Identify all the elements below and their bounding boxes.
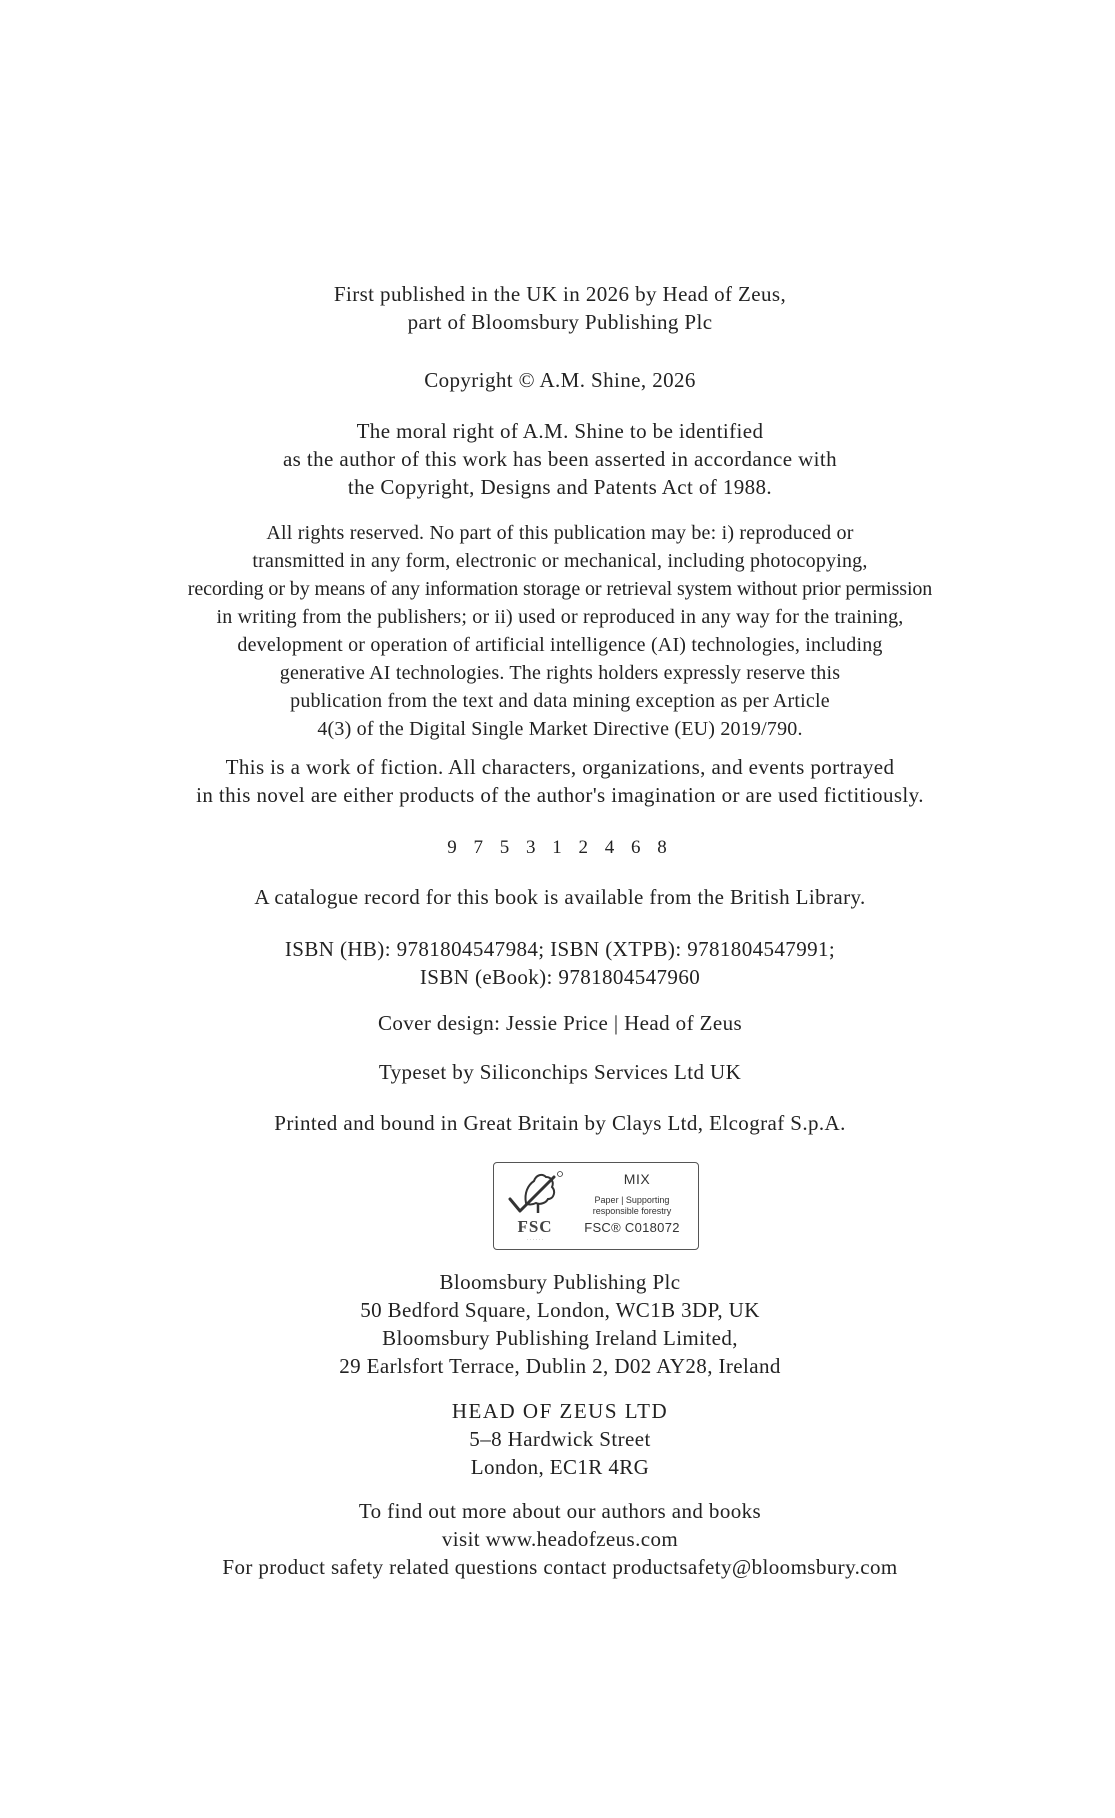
address-line: 29 Earlsfort Terrace, Dublin 2, D02 AY28, Ireland <box>339 1354 781 1378</box>
fsc-description-line: responsible forestry <box>592 1206 672 1216</box>
publisher-address <box>60 1268 1060 1380</box>
copyright-notice <box>60 366 1060 394</box>
printer-line: Printed and bound in Great Britain by Clays Ltd, Elcograf S.p.A. <box>274 1111 846 1135</box>
rights-line: transmitted in any form, electronic or mechanical, including photocopying, <box>252 550 868 572</box>
contact-line: To find out more about our authors and books <box>358 1499 762 1523</box>
fiction-line: This is a work of fiction. All characters, organizations, and events portrayed <box>225 755 895 779</box>
printing-numbers: 9 7 5 3 1 2 4 6 8 <box>447 837 673 858</box>
catalogue-line: A catalogue record for this book is available from the British Library. <box>254 885 866 909</box>
rights-line: recording or by means of any information storage or retrieval system without prior permission <box>187 578 933 600</box>
fsc-description <box>572 1195 692 1217</box>
moral-right-statement <box>60 417 1060 501</box>
fsc-mix-label: MIX <box>623 1171 651 1187</box>
fsc-small-print: · · · · · · <box>526 1237 544 1243</box>
fsc-mark <box>502 1169 568 1243</box>
moral-right-line: the Copyright, Designs and Patents Act of 1988. <box>347 475 773 499</box>
head-of-zeus-line: 5–8 Hardwick Street <box>469 1427 651 1451</box>
head-of-zeus-name: HEAD OF ZEUS LTD <box>451 1399 669 1423</box>
address-line: Bloomsbury Publishing Ireland Limited, <box>382 1326 738 1350</box>
rights-line: publication from the text and data mining exception as per Article <box>290 690 830 712</box>
typeset-line: Typeset by Siliconchips Services Ltd UK <box>378 1060 742 1084</box>
moral-right-line: as the author of this work has been asserted in accordance with <box>282 447 838 471</box>
fsc-logo <box>493 1162 699 1250</box>
publication-statement <box>60 280 1060 336</box>
rights-line: All rights reserved. No part of this publication may be: i) reproduced or <box>266 522 854 544</box>
contact-line: visit www.headofzeus.com <box>441 1527 679 1551</box>
rights-line: in writing from the publishers; or ii) used or reproduced in any way for the training, <box>216 606 904 628</box>
fsc-wordmark: FSC <box>517 1217 553 1236</box>
rights-line: development or operation of artificial intelligence (AI) technologies, including <box>237 634 883 656</box>
fsc-license-code: FSC® C018072 <box>584 1220 680 1235</box>
rights-line: 4(3) of the Digital Single Market Directive (EU) 2019/790. <box>317 718 803 740</box>
fsc-tree-checkmark-icon <box>506 1169 564 1217</box>
printing-line <box>60 834 1060 862</box>
publication-line: First published in the UK in 2026 by Head of Zeus, <box>333 282 787 306</box>
copyright-line: Copyright © A.M. Shine, 2026 <box>424 368 696 392</box>
cover-design-line: Cover design: Jessie Price | Head of Zeus <box>377 1011 743 1035</box>
head-of-zeus-address <box>60 1397 1060 1481</box>
moral-right-line: The moral right of A.M. Shine to be identified <box>356 419 764 443</box>
address-line: Bloomsbury Publishing Plc <box>439 1270 681 1294</box>
printer-credit <box>60 1109 1060 1137</box>
head-of-zeus-line: London, EC1R 4RG <box>470 1455 650 1479</box>
contact-line: For product safety related questions contact productsafety@bloomsbury.com <box>222 1555 898 1579</box>
fsc-description-line: Paper | Supporting <box>594 1195 670 1205</box>
address-line: 50 Bedford Square, London, WC1B 3DP, UK <box>360 1298 760 1322</box>
catalogue-record <box>60 883 1060 911</box>
publication-line: part of Bloomsbury Publishing Plc <box>407 310 713 334</box>
contact-info <box>60 1497 1060 1581</box>
isbn-line: ISBN (HB): 9781804547984; ISBN (XTPB): 9781804547991; <box>284 937 836 961</box>
isbn-line: ISBN (eBook): 9781804547960 <box>419 965 701 989</box>
rights-line: generative AI technologies. The rights holders expressly reserve this <box>279 662 841 684</box>
fiction-notice <box>60 753 1060 809</box>
fiction-line: in this novel are either products of the author's imagination or are used fictitiously. <box>196 783 924 807</box>
rights-reserved-statement <box>60 519 1060 743</box>
cover-design-credit <box>60 1009 1060 1037</box>
typeset-credit <box>60 1058 1060 1086</box>
isbn-block <box>60 935 1060 991</box>
